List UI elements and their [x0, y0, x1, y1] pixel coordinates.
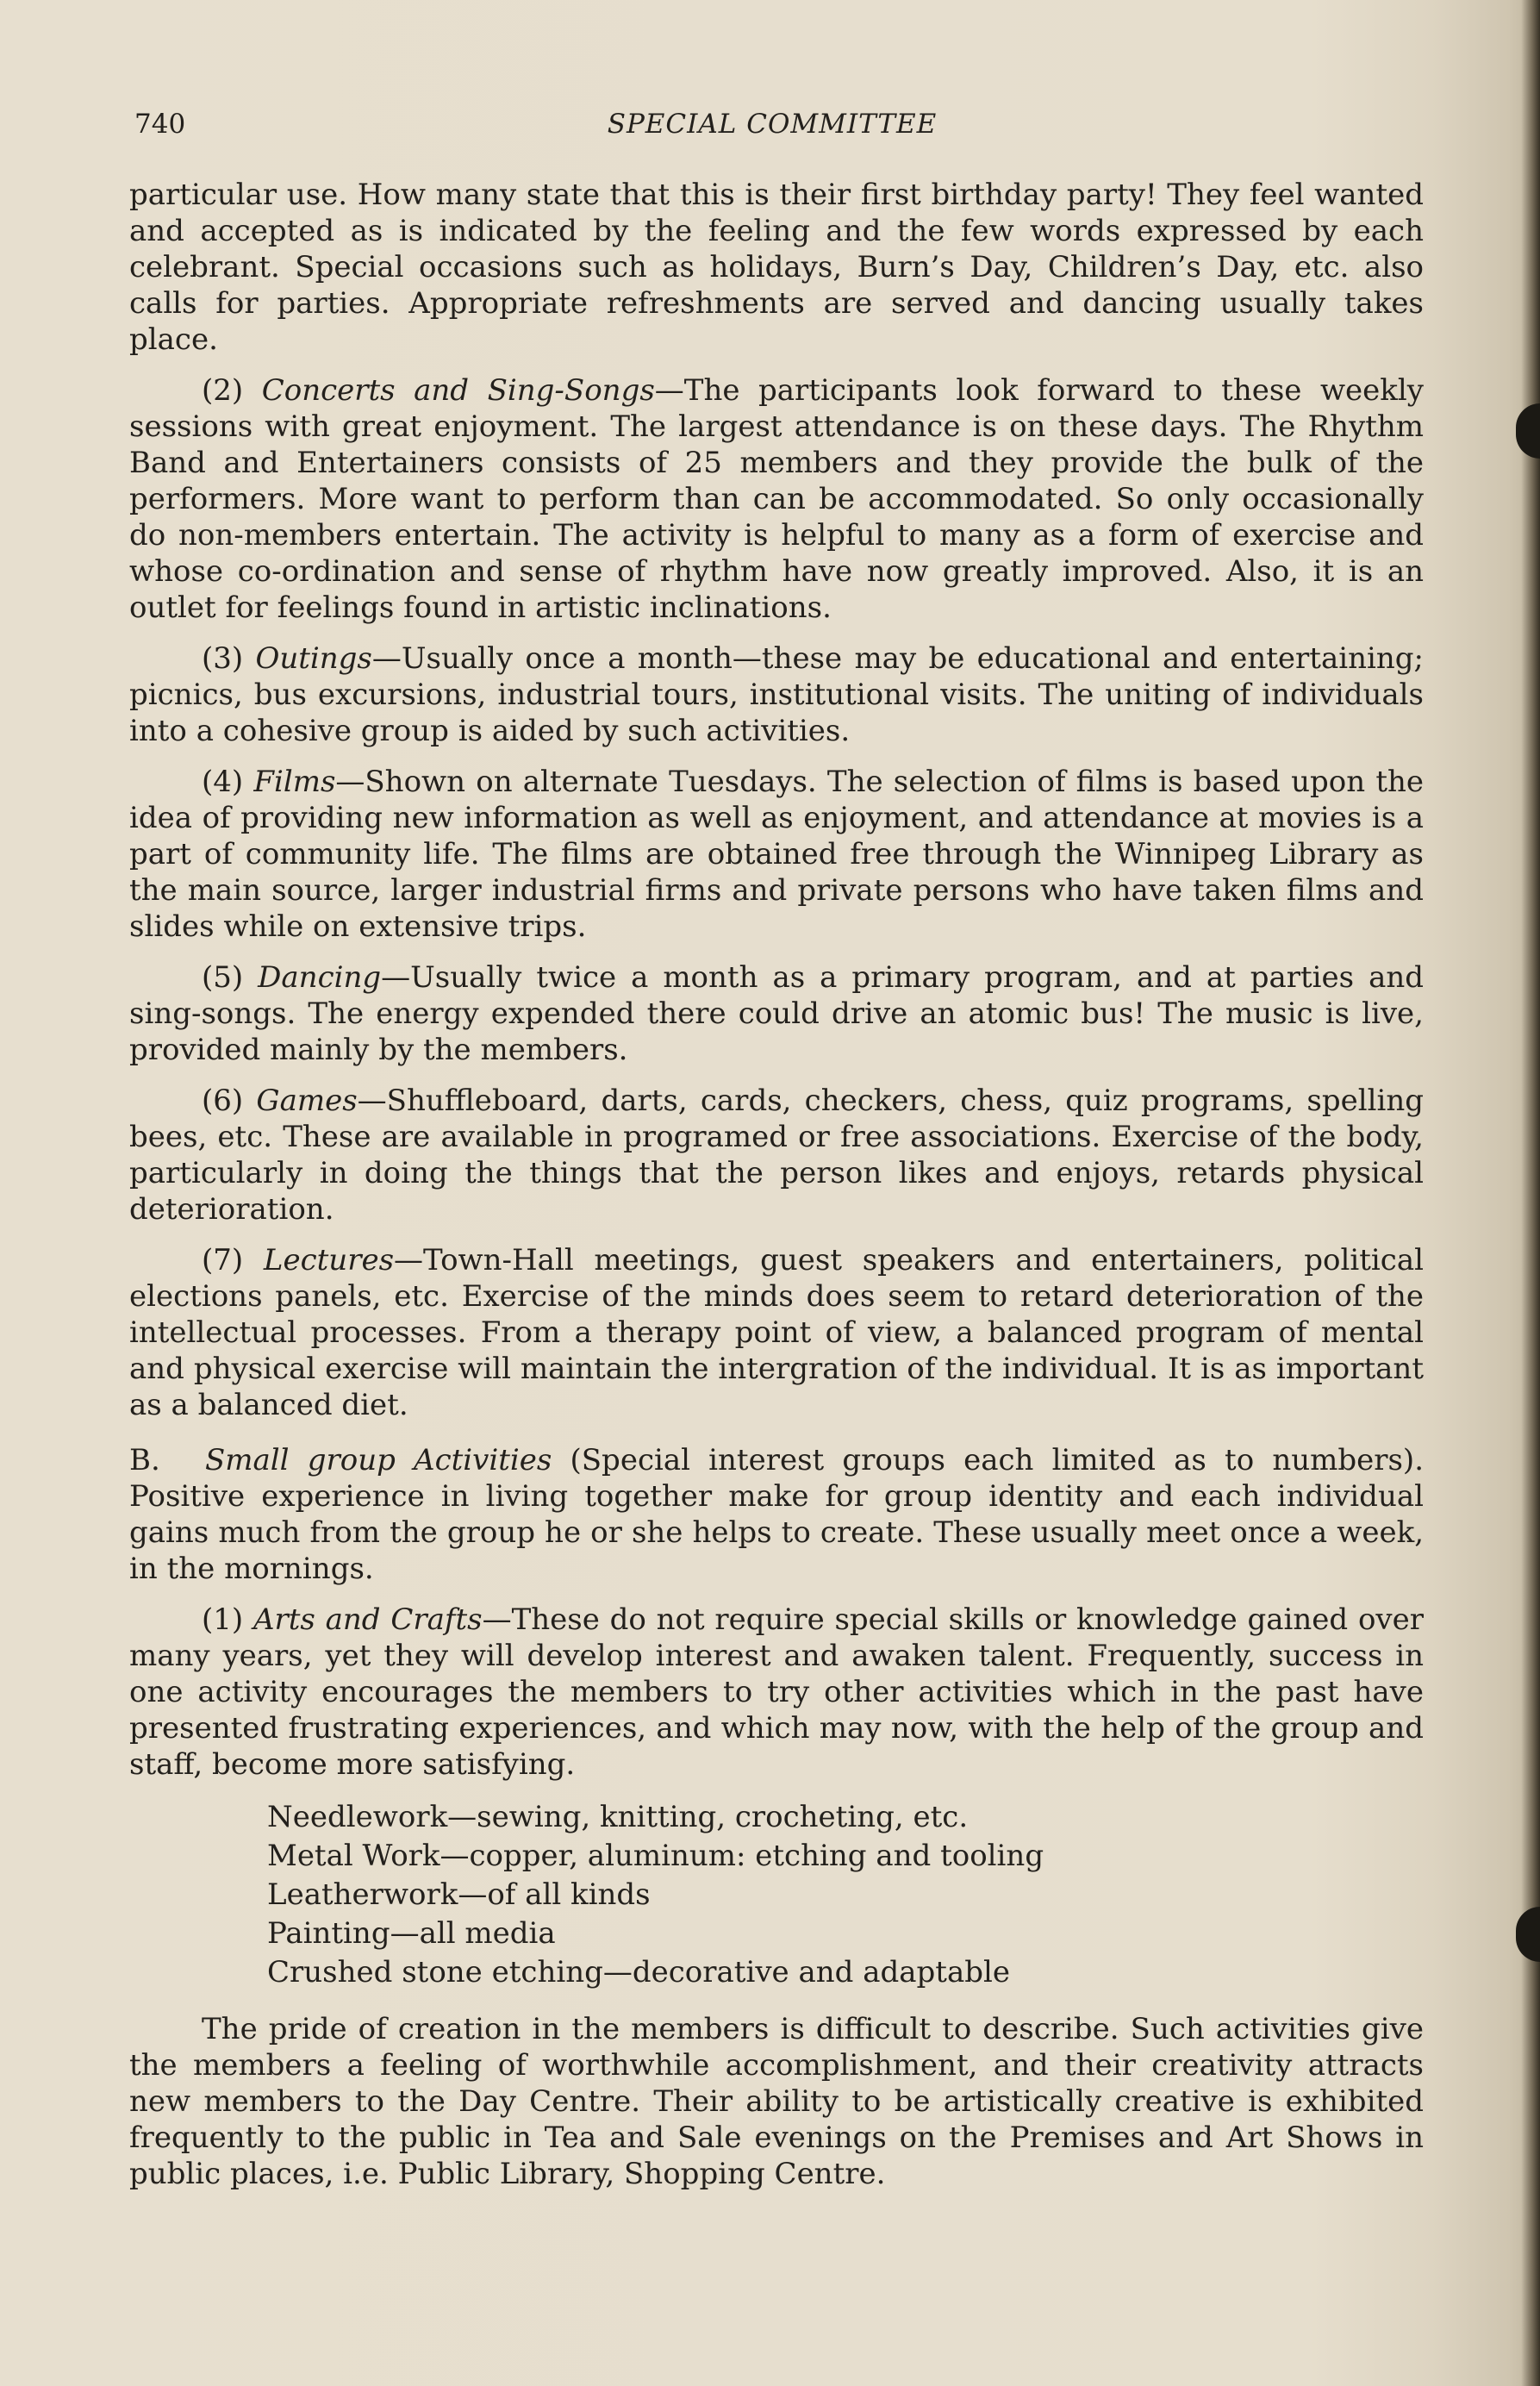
list-item: Leatherwork—of all kinds — [267, 1877, 651, 1912]
section-title: Small group Activities — [205, 1443, 552, 1477]
activity-number: (4) — [202, 765, 244, 799]
activity-text: —These do not require special skills or knowledge gained over many years, yet they will develop interest and awaken talent. Frequently, success in one activity encourages the members to try other activities which in the past have presented frustrating experiences, and which may now, with the help of the group and staff, become more satisfying. — [129, 1602, 1424, 1782]
list-item: Crushed stone etching—decorative and adaptable — [267, 1955, 1010, 1989]
section-text: (Special interest groups each limited as to numbers). Positive experience in living together make for group identity and each individual gains much from the group he or she helps to create. These usually meet once a week, in the mornings. — [129, 1443, 1425, 1586]
activity-text: —Town-Hall meetings, guest speakers and entertainers, political elections panels, etc. Exercise of the minds does seem to retard deterioration of the intellectual processes. From a therapy point of view, a balanced program of mental and physical exercise will maintain the intergration of the individual. It is as important as a balanced diet. — [129, 1243, 1424, 1422]
section-letter: B. — [129, 1443, 160, 1477]
closing-paragraph: The pride of creation in the members is difficult to describe. Such activities give the members a feeling of worthwhile accomplishment, and their creativity attracts new members to the Day Centre. Their ability to be artistically creative is exhibited frequently to the public in Tea and Sale evenings on the Premises and Art Shows in public places, i.e. Public Library, Shopping Centre. — [129, 2012, 1424, 2191]
activity-text: —Usually once a month—these may be educational and entertaining; picnics, bus excursions, industrial tours, institutional visits. The uniting of individuals into a cohesive group is aided by such activities. — [129, 641, 1424, 748]
activity-number: (3) — [202, 641, 244, 676]
activity-term: Dancing — [258, 960, 382, 995]
binding-hole-bottom — [1516, 1907, 1540, 1962]
activity-concerts — [129, 372, 1424, 626]
running-title: SPECIAL COMMITTEE — [607, 109, 938, 140]
page-number: 740 — [134, 109, 186, 140]
activity-text: —Usually twice a month as a primary program, and at parties and sing-songs. The energy expended there could drive an atomic bus! The music is live, provided mainly by the members. — [129, 960, 1424, 1067]
activity-films — [129, 764, 1424, 945]
list-item: Needlework—sewing, knitting, crocheting, etc. — [267, 1800, 969, 1834]
activity-games — [129, 1083, 1424, 1227]
activity-lectures — [129, 1242, 1424, 1423]
activity-term: Films — [253, 765, 336, 799]
activity-text: —The participants look forward to these weekly sessions with great enjoyment. The largest attendance is on these days. The Rhythm Band and Entertainers consists of 25 members and they provide the bulk of the performers. More want to perform than can be accommodated. So only occasionally do non-members entertain. The activity is helpful to many as a form of exercise and whose co-ordination and sense of rhythm have now greatly improved. Also, it is an outlet for feelings found in artistic inclinations. — [129, 373, 1424, 625]
activity-term: Arts and Crafts — [253, 1602, 483, 1637]
page-edge-shadow — [1521, 0, 1540, 2386]
section-b-paragraph — [129, 1442, 1424, 1587]
list-item: Painting—all media — [267, 1916, 556, 1951]
binding-hole-top — [1516, 403, 1540, 459]
activity-arts-crafts — [129, 1602, 1424, 1783]
activity-term: Games — [256, 1084, 358, 1118]
intro-paragraph: particular use. How many state that this is their first birthday party! They feel wanted and accepted as is indicated by the feeling and the few words expressed by each celebrant. Special occasions such as holidays, Burn’s Day, Children’s Day, etc. also calls for parties. Appropriate refreshments are served and dancing usually takes place. — [129, 178, 1424, 357]
activity-number: (5) — [202, 960, 244, 995]
activity-term: Lectures — [263, 1243, 395, 1277]
activity-dancing — [129, 959, 1424, 1068]
body-text — [129, 177, 1424, 2207]
page-header — [134, 109, 1410, 147]
activity-number: (6) — [202, 1084, 244, 1118]
activity-number: (7) — [202, 1243, 244, 1277]
activity-number: (1) — [202, 1602, 244, 1637]
activity-number: (2) — [202, 373, 244, 408]
activity-text: —Shown on alternate Tuesdays. The selection of films is based upon the idea of providing new information as well as enjoyment, and attendance at movies is a part of community life. The films are obtained free through the Winnipeg Library as the main source, larger industrial firms and private persons who have taken films and slides while on extensive trips. — [129, 765, 1425, 944]
list-item: Metal Work—copper, aluminum: etching and tooling — [267, 1839, 1044, 1873]
crafts-list — [267, 1798, 1424, 1992]
activity-text: —Shuffleboard, darts, cards, checkers, chess, quiz programs, spelling bees, etc. These are available in programed or free associations. Exercise of the body, particularly in doing the things that the person likes and enjoys, retards physical deterioration. — [129, 1084, 1425, 1227]
activity-outings — [129, 640, 1424, 749]
activity-term: Outings — [255, 641, 372, 676]
activity-term: Concerts and Sing-Songs — [261, 373, 655, 408]
